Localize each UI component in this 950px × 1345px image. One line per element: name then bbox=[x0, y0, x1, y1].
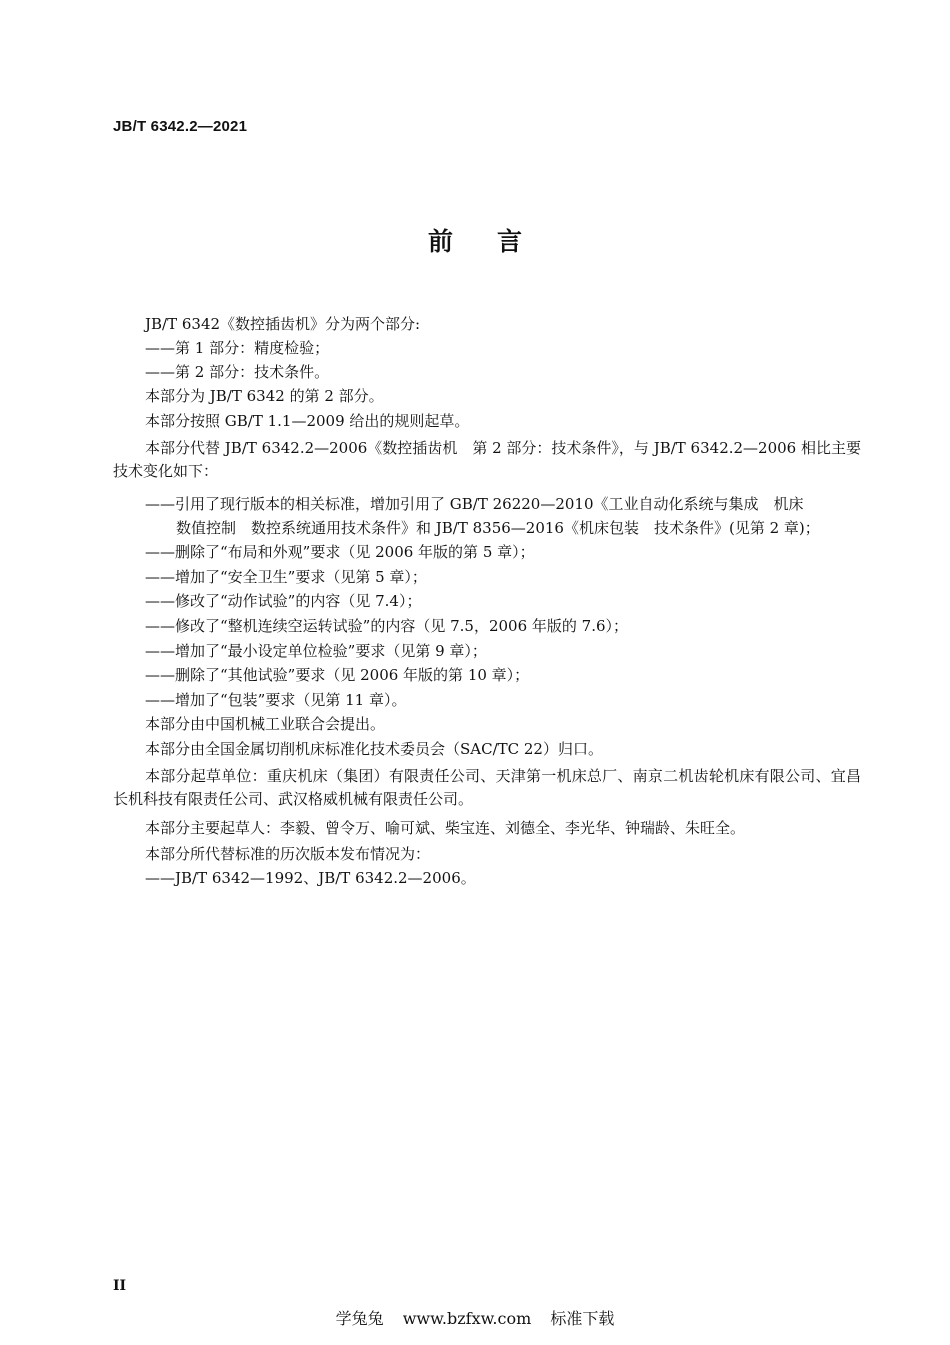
change-item-layout: ——删除了“布局和外观”要求（见 2006 年版的第 5 章）； bbox=[145, 543, 535, 561]
change-item-references-1: ——引用了现行版本的相关标准，增加引用了 GB/T 26220—2010《工业自动化系统与集成 机床 bbox=[145, 495, 804, 513]
paragraph-drafting-units: 本部分起草单位：重庆机床（集团）有限责任公司、天津第一机床总厂、南京二机齿轮机床有限公司、宜昌长机科技有限责任公司、武汉格威机械有限责任公司。 bbox=[113, 767, 861, 808]
change-item-packaging: ——增加了“包装”要求（见第 11 章）。 bbox=[145, 691, 407, 709]
change-item-safety: ——增加了“安全卫生”要求（见第 5 章）； bbox=[145, 568, 427, 586]
standard-code: JB/T 6342.2—2021 bbox=[113, 118, 248, 135]
paragraph-parts-intro: JB/T 6342《数控插齿机》分为两个部分: bbox=[145, 315, 421, 333]
list-item-previous-editions: ——JB/T 6342—1992、JB/T 6342.2—2006。 bbox=[145, 869, 476, 887]
paragraph-previous-editions: 本部分所代替标准的历次版本发布情况为： bbox=[145, 845, 431, 863]
list-item-part2: ——第 2 部分：技术条件。 bbox=[145, 363, 330, 381]
paragraph-drafting-rules: 本部分按照 GB/T 1.1—2009 给出的规则起草。 bbox=[145, 412, 470, 430]
page-number: II bbox=[113, 1278, 127, 1294]
page-title: 前言 bbox=[427, 227, 566, 256]
change-item-min-unit: ——增加了“最小设定单位检验”要求（见第 9 章）； bbox=[145, 642, 487, 660]
paragraph-this-part: 本部分为 JB/T 6342 的第 2 部分。 bbox=[145, 387, 384, 405]
change-item-other-tests: ——删除了“其他试验”要求（见 2006 年版的第 10 章）； bbox=[145, 666, 530, 684]
list-item-part1: ——第 1 部分：精度检验； bbox=[145, 339, 330, 357]
change-item-references-2: 数值控制 数控系统通用技术条件》和 JB/T 8356—2016《机床包装 技术条件》(见第 2 章)； bbox=[176, 519, 820, 537]
paragraph-drafters: 本部分主要起草人：李毅、曾令万、喻可斌、柴宝连、刘德全、李光华、钟瑞龄、朱旺全。 bbox=[145, 819, 746, 837]
paragraph-proposed-by: 本部分由中国机械工业联合会提出。 bbox=[145, 715, 386, 733]
paragraph-managed-by: 本部分由全国金属切削机床标准化技术委员会（SAC/TC 22）归口。 bbox=[145, 740, 603, 758]
footer-watermark: 学兔兔 www.bzfxw.com 标准下载 bbox=[335, 1309, 615, 1328]
change-item-action-test: ——修改了“动作试验”的内容（见 7.4）； bbox=[145, 592, 422, 610]
paragraph-replaces: 本部分代替 JB/T 6342.2—2006《数控插齿机 第 2 部分：技术条件》，与 JB/T 6342.2—2006 相比主要技术变化如下： bbox=[113, 439, 861, 480]
change-item-idle-run: ——修改了“整机连续空运转试验”的内容（见 7.5，2006 年版的 7.6）； bbox=[145, 617, 629, 635]
